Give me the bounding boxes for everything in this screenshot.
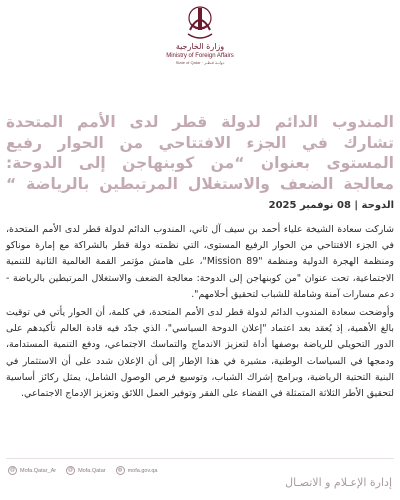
social-handle: Mofa.Qatar	[78, 467, 106, 474]
social-link-mofa[interactable]	[66, 466, 106, 475]
website-url: mofa.gov.qa	[127, 467, 158, 474]
social-handle: Mofa.Qatar_Ar	[20, 467, 57, 474]
state-of-qatar-label: State of Qatar · دولــة قـطـر	[175, 60, 225, 65]
article-paragraph: شاركت سعادة الشيخة علياء أحمد بن سيف آل ثاني، المندوب الدائم لدولة قطر لدى الأمم المتحدة، في الجزء الافتتاحي من الحوار الرفيع المستوى، التي نظمته دولة قطر بالشراكة مع إمارة موناكو ومنظمة الهجرة الدولية ومنظمة "Mission 89"، على هامش مؤتمر القمة العالمية الثانية للتنمية الاجتماعية، تحت عنوان "من كوبنهاجن إلى الدوحة: معالجة الضعف والاستغلال المرتبطين بالرياضة - دعم مسارات آمنة وشاملة للشباب لتحقيق أحلامهم".	[6, 224, 394, 300]
globe-icon: ◍	[116, 466, 125, 475]
headline-line: معالجة الضعف والاستغلال المرتبطين بالرياضة “	[6, 174, 394, 193]
ministry-name-english: Ministry of Foreign Affairs	[166, 53, 234, 59]
press-release-headline	[6, 112, 394, 194]
footer-divider	[6, 458, 394, 459]
headline-line: المندوب الدائم لدولة قطر لدى الأمم المتحدة	[6, 113, 394, 131]
ministry-name-arabic: وزارة الخارجية	[175, 42, 225, 51]
dateline: الدوحة | 08 نوفمبر 2025	[268, 200, 394, 211]
article-body	[6, 222, 394, 404]
social-links	[8, 466, 157, 475]
headline-line: المستوى بعنوان “من كوبنهاجن إلى الدوحة:	[6, 154, 394, 172]
at-icon: @	[9, 467, 16, 473]
article-paragraph: وأوضحت سعادة المندوب الدائم لدولة قطر لدى الأمم المتحدة، في كلمة، أن الحوار يأتي في توقيت بالغ الأهمية، إذ يُعقد بعد اعتماد "إعلان الدوحة السياسي"، الذي جدّد فيه قادة العالم تأكيدهم على الدور التحويلي للرياضة بوصفها أداة لتعزيز الاندماج والتماسك الاجتماعي، ودفع التنمية المستدامة، ودمجها في السياسات الوطنية، مشيرة في هذا الإطار إلى أن الإعلان شدد على أن الاستثمار في البنية التحتية الرياضية، وبرامج إشراك الشباب، وتوسيع فرص الوصول الشامل، يمثل ركائز أساسية لتحقيق الأطر الثلاثة المتمثلة في القضاء على الفقر وتوفير العمل اللائق وتعزيز الإدماج الاجتماعي.	[6, 307, 394, 400]
headline-line: تشارك في الجزء الافتتاحي من الحوار رفيع	[6, 133, 394, 152]
footer	[0, 454, 400, 500]
department-name: إدارة الإعـلام و الاتصـال	[285, 476, 392, 489]
social-link-mofa-ar[interactable]	[8, 466, 56, 475]
qatar-emblem-icon	[182, 4, 218, 42]
website-link[interactable]	[116, 466, 158, 475]
at-icon: @	[68, 467, 74, 473]
ministry-logo	[160, 4, 240, 66]
